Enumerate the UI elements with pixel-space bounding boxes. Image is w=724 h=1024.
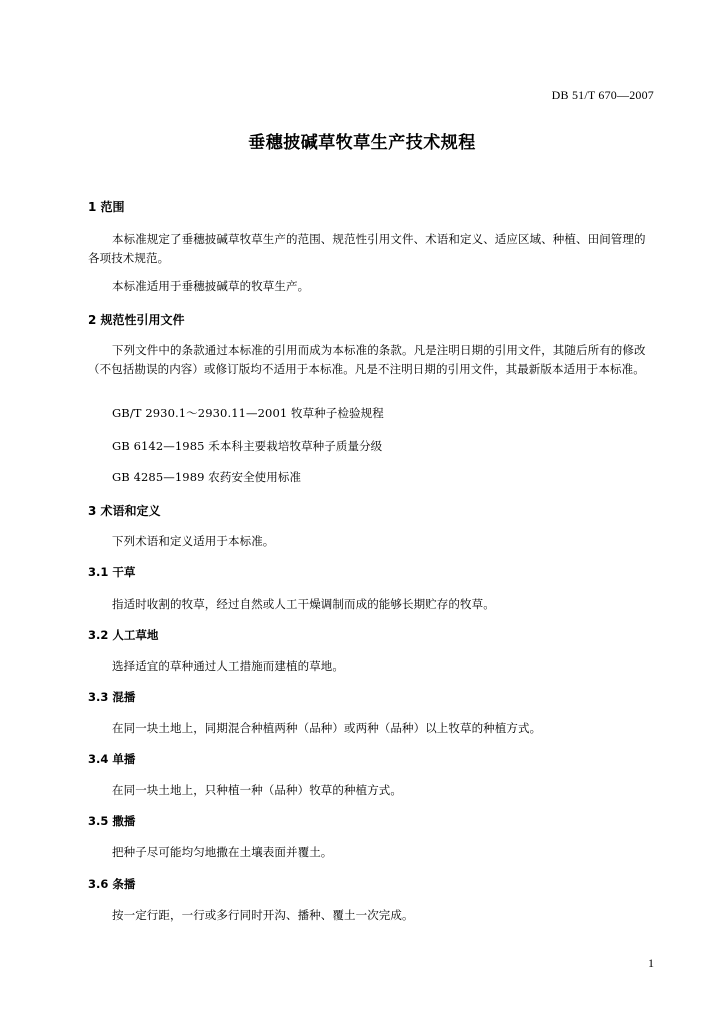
term-heading: 3.2 人工草地: [88, 628, 159, 642]
term-heading: 3.3 混播: [88, 690, 136, 704]
term-heading: 3.1 干草: [88, 565, 136, 579]
section-1-heading: 1 范围: [88, 200, 125, 214]
term-definition: 把种子尽可能均匀地撒在土壤表面并覆土。: [112, 845, 333, 859]
section-1-paragraph-1: 本标准规定了垂穗披碱草牧草生产的范围、规范性引用文件、术语和定义、适应区域、种植、田间管理的各项技术规范。: [88, 232, 646, 265]
term-heading: 3.6 条播: [88, 877, 136, 891]
term-definition: 在同一块土地上，只种植一种（品种）牧草的种植方式。: [112, 783, 402, 797]
term-heading: 3.5 撒播: [88, 814, 136, 828]
section-2-heading: 2 规范性引用文件: [88, 313, 185, 327]
page-number: 1: [648, 956, 654, 970]
section-3-paragraph-1: 下列术语和定义适用于本标准。: [112, 534, 275, 548]
term-definition: 指适时收割的牧草，经过自然或人工干燥调制而成的能够长期贮存的牧草。: [112, 597, 495, 611]
reference-item: GB/T 2930.1～2930.11—2001 牧草种子检验规程: [112, 406, 384, 420]
term-definition: 在同一块土地上，同期混合种植两种（品种）或两种（品种）以上牧草的种植方式。: [112, 721, 542, 735]
section-3-heading: 3 术语和定义: [88, 504, 161, 518]
term-definition: 按一定行距，一行或多行同时开沟、播种、覆土一次完成。: [112, 908, 414, 922]
section-1-paragraph-2: 本标准适用于垂穗披碱草的牧草生产。: [112, 279, 310, 293]
reference-item: GB 6142—1985 禾本科主要栽培牧草种子质量分级: [112, 439, 383, 453]
term-definition: 选择适宜的草种通过人工措施而建植的草地。: [112, 659, 344, 673]
section-2-paragraph-1: 下列文件中的条款通过本标准的引用而成为本标准的条款。凡是注明日期的引用文件，其随后所有的修改（不包括勘误的内容）或修订版均不适用于本标准。凡是不注明日期的引用文件，其最新版本适用于本标准。: [88, 343, 646, 376]
standard-code: DB 51/T 670—2007: [551, 88, 654, 102]
term-heading: 3.4 单播: [88, 752, 136, 766]
reference-item: GB 4285—1989 农药安全使用标准: [112, 470, 302, 484]
document-title: 垂穗披碱草牧草生产技术规程: [248, 133, 476, 153]
